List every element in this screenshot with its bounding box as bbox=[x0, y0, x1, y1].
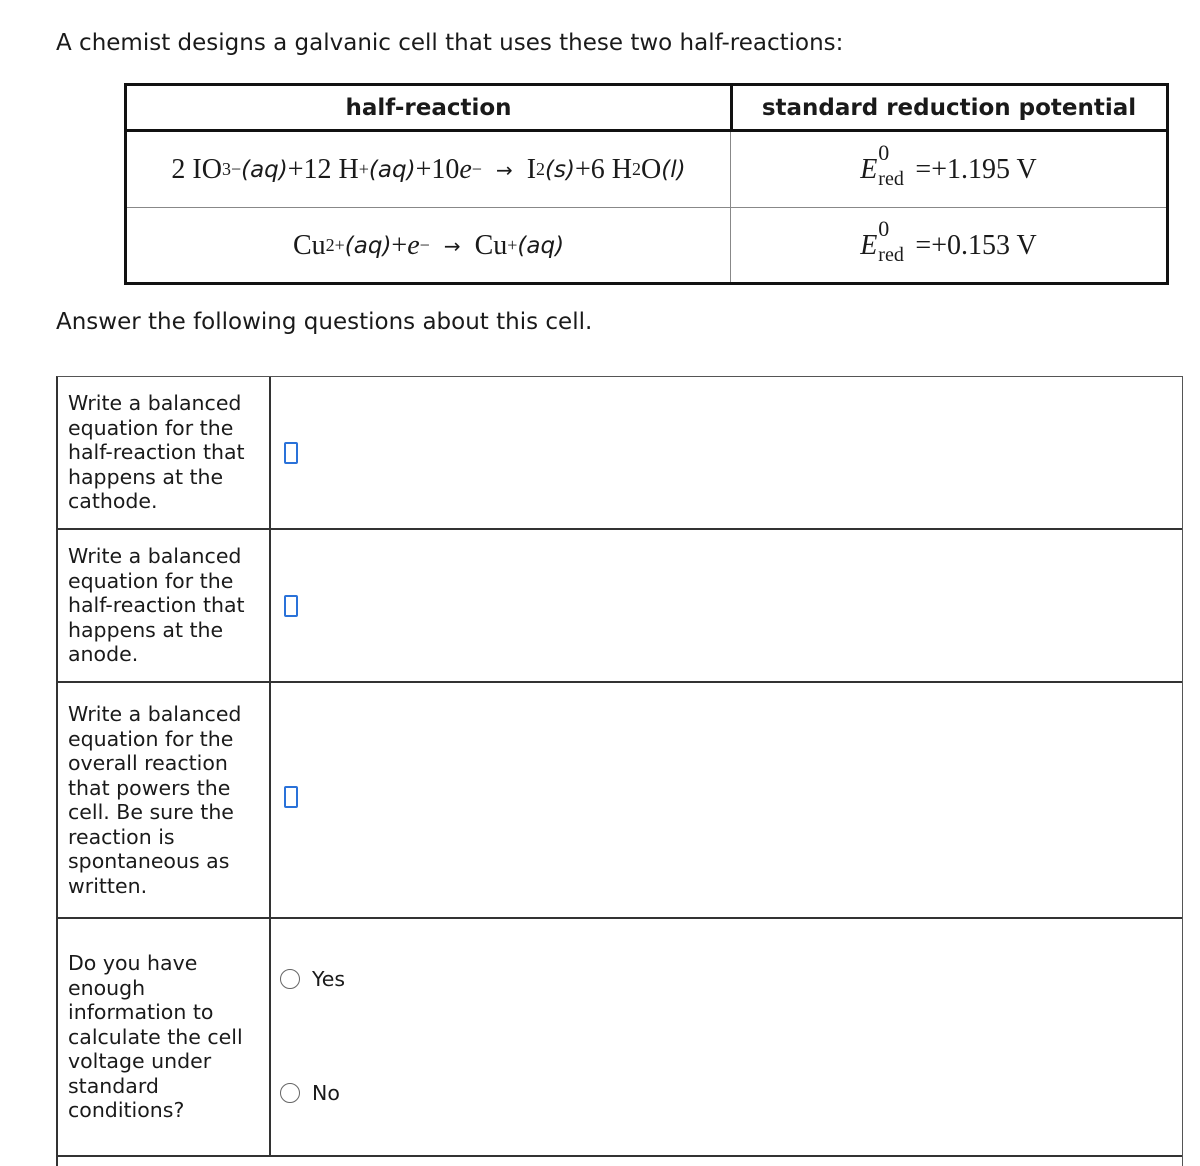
table-row-iodate bbox=[127, 132, 1166, 208]
intro-text: A chemist designs a galvanic cell that uses these two half-reactions: bbox=[56, 30, 844, 56]
question-row-overall bbox=[58, 683, 1182, 919]
question-row-cathode bbox=[58, 377, 1182, 530]
radio-yes-label: Yes bbox=[312, 967, 346, 991]
answer-box-overall[interactable] bbox=[284, 786, 298, 808]
half-reactions-table bbox=[124, 83, 1169, 285]
radio-circle-icon[interactable] bbox=[280, 969, 300, 989]
question-label-voltage: Do you have enough information to calculate the cell voltage under standard conditions? bbox=[68, 951, 243, 1123]
radio-circle-icon[interactable] bbox=[280, 1083, 300, 1103]
question-row-anode bbox=[58, 530, 1182, 683]
reaction-arrow-icon: → bbox=[443, 233, 461, 258]
prompt-text: Answer the following questions about this cell. bbox=[56, 309, 593, 335]
header-standard-reduction-potential: standard reduction potential bbox=[761, 94, 1137, 121]
radio-no[interactable] bbox=[280, 1081, 340, 1105]
table-header-row bbox=[127, 86, 1166, 132]
header-half-reaction: half-reaction bbox=[345, 94, 512, 121]
half-reaction-iodate: 2 IO 3 − (aq) +12 H + (aq) +10 e − → I 2 (s) +6 H 2 O (l) bbox=[171, 153, 686, 185]
radio-yes[interactable] bbox=[280, 967, 345, 991]
question-label-anode: Write a balanced equation for the half-reaction that happens at the anode. bbox=[68, 544, 245, 667]
question-row-voltage bbox=[58, 919, 1182, 1157]
questions-table bbox=[56, 376, 1183, 1166]
answer-box-cathode[interactable] bbox=[284, 442, 298, 464]
question-label-cathode: Write a balanced equation for the half-reaction that happens at the cathode. bbox=[68, 391, 245, 514]
radio-no-label: No bbox=[312, 1081, 340, 1105]
answer-box-anode[interactable] bbox=[284, 595, 298, 617]
question-label-overall: Write a balanced equation for the overall reaction that powers the cell. Be sure the reaction is spontaneous as written. bbox=[68, 702, 242, 898]
potential-iodate: E 0 red =+1.195 V bbox=[860, 139, 1037, 190]
half-reaction-copper: Cu 2+ (aq) + e − → Cu + (aq) bbox=[292, 229, 565, 261]
potential-copper: E 0 red =+0.153 V bbox=[860, 215, 1037, 266]
reaction-arrow-icon: → bbox=[495, 157, 513, 182]
table-row-copper bbox=[127, 208, 1166, 283]
